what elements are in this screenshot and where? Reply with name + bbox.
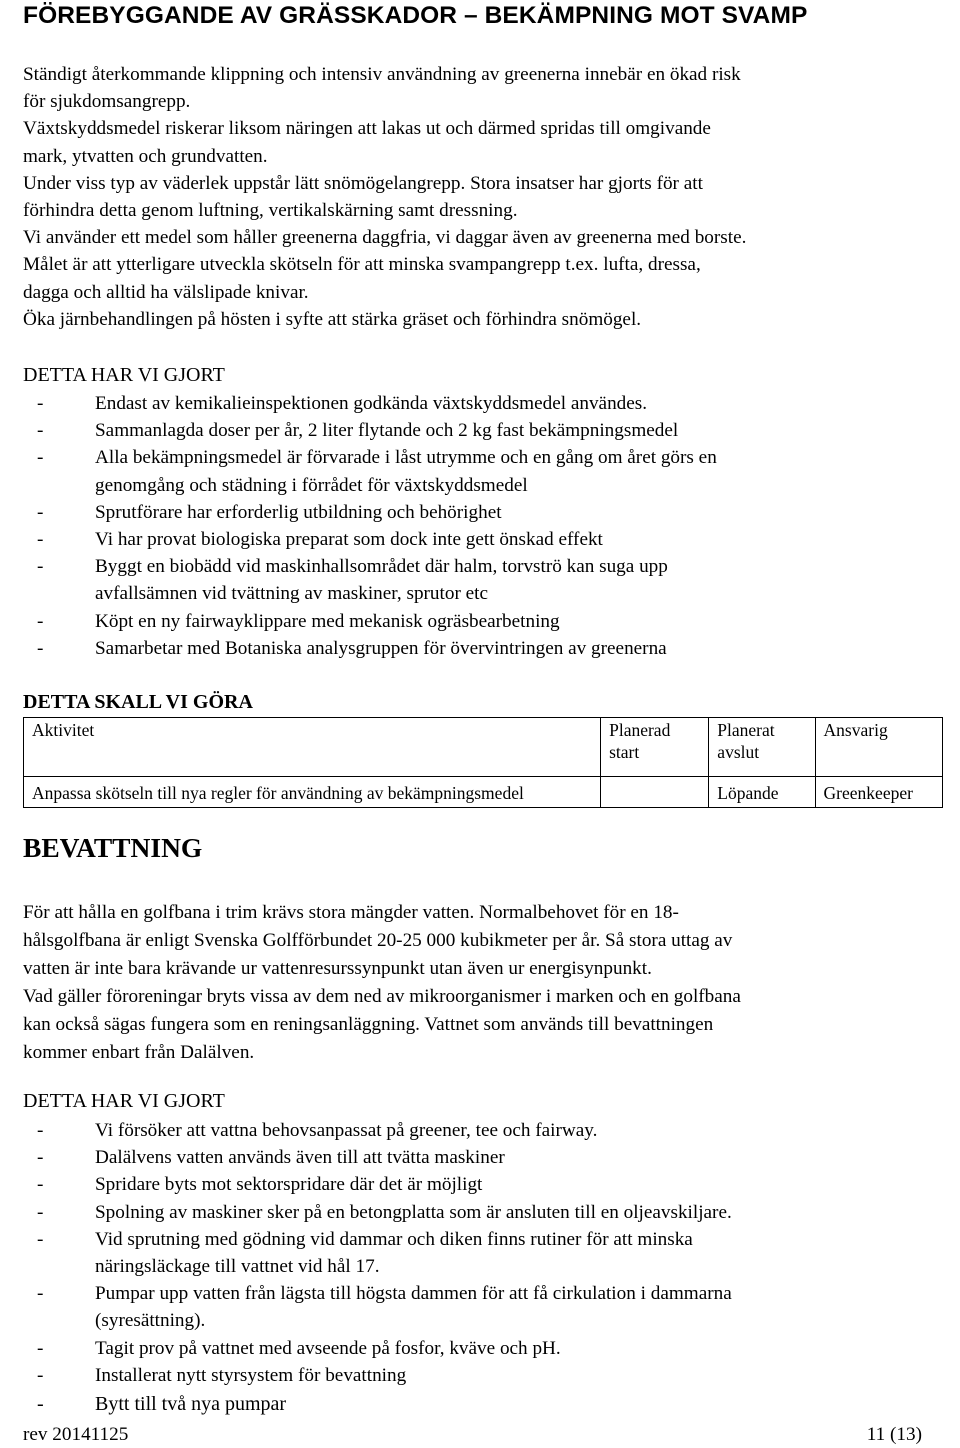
table-cell: Greenkeeper [815,777,942,808]
list-item: - Vi har provat biologiska preparat som dock inte gett önskad effekt [23,526,717,553]
page-footer [23,1424,922,1446]
table-cell: Löpande [709,777,815,808]
column-header: Planerat avslut [709,718,815,777]
list-item: - Spolning av maskiner sker på en betongplatta som är ansluten till en oljeavskiljare. [23,1199,732,1226]
text-line: förhindra detta genom luftning, vertikalskärning samt dressning. [23,200,518,222]
text-line: Ständigt återkommande klippning och intensiv användning av greenerna innebär en ökad risk [23,64,741,85]
revision-label: rev 20141125 [23,1424,129,1445]
list-item: - Köpt en ny fairwayklippare med mekanisk ogräsbearbetning [23,608,717,635]
page-number: 11 (13) [866,1424,922,1445]
bevattning-paragraph [23,899,943,1067]
list-item: - Alla bekämpningsmedel är förvarade i låst utrymme och en gång om året görs en genomgång och städning i förrådet för växtskyddsmedel [23,444,717,498]
text-line: kan också sägas fungera som en reningsanläggning. Vattnet som används till bevattningen [23,1014,714,1035]
column-header: Ansvarig [815,718,942,777]
column-header: Aktivitet [24,718,601,777]
list-item: - Endast av kemikalieinspektionen godkända växtskyddsmedel användes. [23,390,717,417]
list-item: - Byggt en biobädd vid maskinhallsområdet där halm, torvströ kan suga upp avfallsämnen vid tvättning av maskiner, sprutor etc [23,553,717,607]
text-line: dagga och alltid ha välslipade knivar. [23,281,309,303]
section-heading-bevattning: BEVATTNING [23,832,203,863]
section-heading-svamp: FÖREBYGGANDE AV GRÄSSKADOR – BEKÄMPNING MOT SVAMP [23,2,808,29]
list-item: - Tagit prov på vattnet med avseende på fosfor, kväve och pH. [23,1335,732,1362]
list-item: - Dalälvens vatten används även till att tvätta maskiner [23,1144,732,1171]
list-item: - Spridare byts mot sektorspridare där det är möjligt [23,1171,732,1198]
intro-paragraph [23,61,943,333]
list-item: - Vi försöker att vattna behovsanpassat på greener, tee och fairway. [23,1117,732,1144]
text-line: för sjukdomsangrepp. [23,91,191,113]
text-line: hålsgolfbana är enligt Svenska Golfförbundet 20-25 000 kubikmeter per år. Så stora uttag av [23,930,733,951]
text-line: vatten är inte bara krävande ur vattenresurssynpunkt utan även ur energisynpunkt. [23,958,652,979]
column-header: Planerad start [601,718,709,777]
text-line: Öka järnbehandlingen på hösten i syfte att stärka gräset och förhindra snömögel. [23,308,642,330]
list-item: - Installerat nytt styrsystem för bevattning [23,1362,732,1389]
table-row [24,777,943,808]
subheading-done-svamp: DETTA HAR VI GJORT [23,364,225,386]
list-item: - Samarbetar med Botaniska analysgruppen för övervintringen av greenerna [23,635,717,662]
text-line: kommer enbart från Dalälven. [23,1042,255,1063]
action-plan-table [23,717,943,808]
text-line: Under viss typ av väderlek uppstår lätt snömögelangrepp. Stora insatser har gjorts för att [23,172,703,194]
text-line: Växtskyddsmedel riskerar liksom näringen att lakas ut och därmed spridas till omgivande [23,118,711,140]
subheading-done-bevattning: DETTA HAR VI GJORT [23,1090,225,1112]
table-cell: Anpassa skötseln till nya regler för användning av bekämpningsmedel [24,777,601,808]
list-item: - Vid sprutning med gödning vid dammar och diken finns rutiner för att minska näringsläckage till vattnet vid hål 17. [23,1226,732,1280]
text-line: Målet är att ytterligare utveckla skötseln för att minska svampangrepp t.ex. lufta, dressa, [23,254,701,276]
table-cell [601,777,709,808]
text-line: Vi använder ett medel som håller greenerna daggfria, vi daggar även av greenerna med borste. [23,227,747,249]
text-line: mark, ytvatten och grundvatten. [23,145,268,167]
list-item: - Bytt till två nya pumpar [23,1389,732,1420]
list-item: - Pumpar upp vatten från lägsta till högsta dammen för att få cirkulation i dammarna (syresättning). [23,1280,732,1334]
table-header-row [24,718,943,777]
text-line: Vad gäller föroreningar bryts vissa av dem ned av mikroorganismer i marken och en golfbana [23,986,741,1007]
subheading-todo: DETTA SKALL VI GÖRA [23,691,253,713]
list-item: - Sprutförare har erforderlig utbildning och behörighet [23,499,717,526]
done-list-bevattning [23,1117,732,1420]
list-item: - Sammanlagda doser per år, 2 liter flytande och 2 kg fast bekämpningsmedel [23,417,717,444]
text-line: För att hålla en golfbana i trim krävs stora mängder vatten. Normalbehovet för en 18- [23,902,679,923]
done-list-svamp [23,390,717,662]
